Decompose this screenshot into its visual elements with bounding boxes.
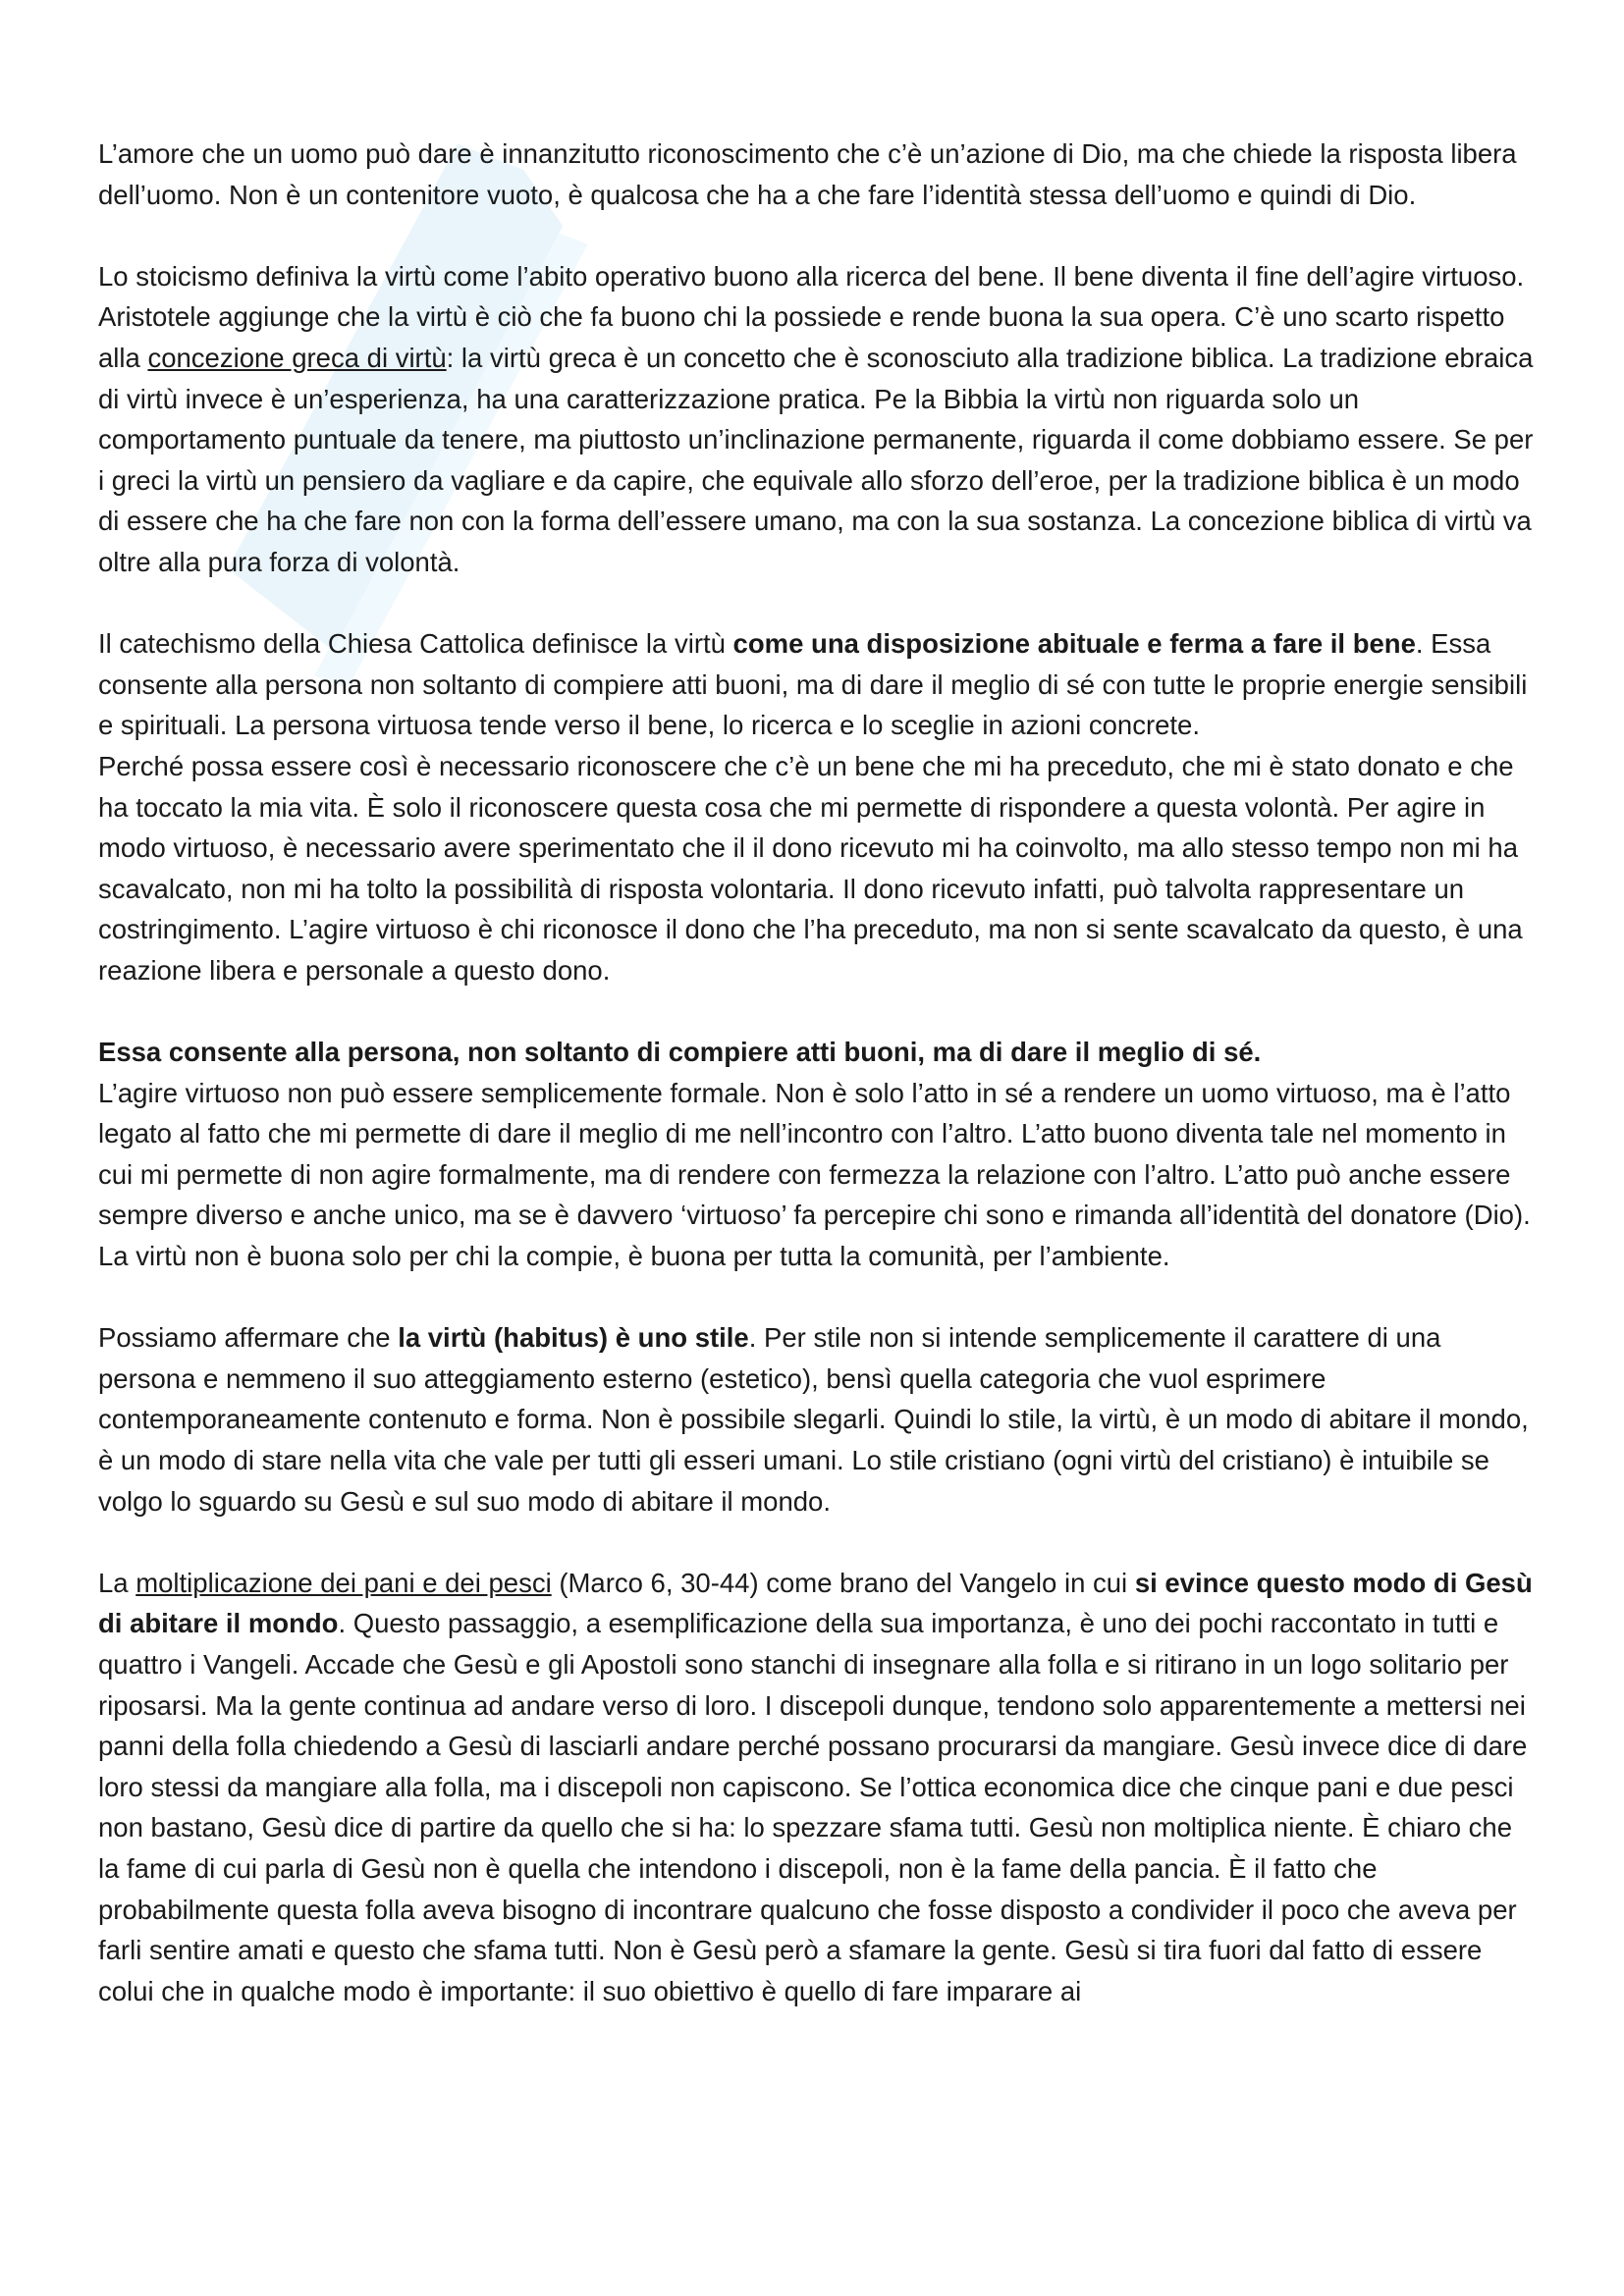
bold-phrase: si evince questo modo di Gesù di abitare il mondo: [98, 1567, 1533, 1639]
paragraph-4: Perché possa essere così è necessario riconoscere che c’è un bene che mi ha preceduto, che mi è stato donato e che ha toccato la mia vita. È solo il riconoscere questa cosa che mi permette di rispondere a questa volontà. Per agire in modo virtuoso, è necessario avere sperimentato che il il dono ricevuto mi ha coinvolto, ma allo stesso tempo non mi ha scavalcato, non mi ha tolto la possibilità di risposta volontaria. Il dono ricevuto infatti, può talvolta rappresentare un costringimento. L’agire virtuoso è chi riconosce il dono che l’ha preceduto, ma non si sente scavalcato da questo, è una reazione libera e personale a questo dono.: [98, 750, 1523, 986]
underlined-term: concezione greca di virtù: [147, 342, 447, 373]
paragraph-2: Lo stoicismo definiva la virtù come l’abito operativo buono alla ricerca del bene. Il bene diventa il fine dell’agire virtuoso. Aristotele aggiunge che la virtù è ciò che fa buono chi la possiede e rende buona la sua opera. C’è uno scarto rispetto alla concezione greca di virtù: la virtù greca è un concetto che è sconosciuto alla tradizione biblica. La tradizione ebraica di virtù invece è un’esperienza, ha una caratterizzazione pratica. Pe la Bibbia la virtù non riguarda solo un comportamento puntuale da tenere, ma piuttosto un’inclinazione permanente, riguarda il come dobbiamo essere. Se per i greci la virtù un pensiero da vagliare e da capire, che equivale allo sforzo dell’eroe, per la tradizione biblica è un modo di essere che ha che fare non con la forma dell’essere umano, ma con la sua sostanza. La concezione biblica di virtù va oltre alla pura forza di volontà.: [98, 260, 1534, 577]
paragraph-5: L’agire virtuoso non può essere semplicemente formale. Non è solo l’atto in sé a rendere un uomo virtuoso, ma è l’atto legato al fatto che mi permette di dare il meglio di me nell’incontro con l’altro. L’atto buono diventa tale nel momento in cui mi permette di non agire formalmente, ma di rendere con fermezza la relazione con l’altro. L’atto può anche essere sempre diverso e anche unico, ma se è davvero ‘virtuoso’ fa percepire chi sono e rimanda all’identità del donatore (Dio). La virtù non è buona solo per chi la compie, è buona per tutta la comunità, per l’ambiente.: [98, 1077, 1531, 1272]
paragraph-heading: Essa consente alla persona, non soltanto di compiere atti buoni, ma di dare il meglio di sé.: [98, 1037, 1262, 1068]
bold-phrase: la virtù (habitus) è uno stile: [398, 1322, 749, 1354]
paragraph-1: L’amore che un uomo può dare è innanzitutto riconoscimento che c’è un’azione di Dio, ma che chiede la risposta libera dell’uomo. Non è un contenitore vuoto, è qualcosa che ha a che fare l’identità stessa dell’uomo e quindi di Dio.: [98, 138, 1517, 210]
paragraph-6: Possiamo affermare che la virtù (habitus) è uno stile. Per stile non si intende semplicemente il carattere di una persona e nemmeno il suo atteggiamento esterno (estetico), bensì quella categoria che vuol esprimere contemporaneamente contenuto e forma. Non è possibile slegarli. Quindi lo stile, la virtù, è un modo di abitare il mondo, è un modo di stare nella vita che vale per tutti gli esseri umani. Lo stile cristiano (ogni virtù del cristiano) è intuibile se volgo lo sguardo su Gesù e sul suo modo di abitare il mondo.: [98, 1322, 1529, 1517]
paragraph-7: La moltiplicazione dei pani e dei pesci (Marco 6, 30-44) come brano del Vangelo in cui si evince questo modo di Gesù di abitare il mondo. Questo passaggio, a esemplificazione della sua importanza, è uno dei pochi raccontato in tutti e quattro i Vangeli. Accade che Gesù e gli Apostoli sono stanchi di insegnare alla folla e si ritirano in un logo solitario per riposarsi. Ma la gente continua ad andare verso di loro. I discepoli dunque, tendono solo apparentemente a mettersi nei panni della folla chiedendo a Gesù di lasciarli andare perché possano procurarsi da mangiare. Gesù invece dice di dare loro stessi da mangiare alla folla, ma i discepoli non capiscono. Se l’ottica economica dice che cinque pani e due pesci non bastano, Gesù dice di partire da quello che si ha: lo spezzare sfama tutti. Gesù non moltiplica niente. È chiaro che la fame di cui parla di Gesù non è quella che intendono i discepoli, non è la fame della pancia. È il fatto che probabilmente questa folla aveva bisogno di incontrare qualcuno che fosse disposto a condivider il poco che aveva per farli sentire amati e questo che sfama tutti. Non è Gesù però a sfamare la gente. Gesù si tira fuori dal fatto di essere colui che in qualche modo è importante: il suo obiettivo è quello di fare imparare ai: [98, 1567, 1533, 2006]
underlined-term: moltiplicazione dei pani e dei pesci: [135, 1567, 552, 1598]
document-page: [98, 133, 1534, 2053]
bold-definition: come una disposizione abituale e ferma a fare il bene: [732, 628, 1416, 660]
paragraph-3: Il catechismo della Chiesa Cattolica definisce la virtù come una disposizione abituale e ferma a fare il bene. Essa consente alla persona non soltanto di compiere atti buoni, ma di dare il meglio di sé con tutte le proprie energie sensibili e spirituali. La persona virtuosa tende verso il bene, lo ricerca e lo sceglie in azioni concrete.: [98, 628, 1528, 741]
